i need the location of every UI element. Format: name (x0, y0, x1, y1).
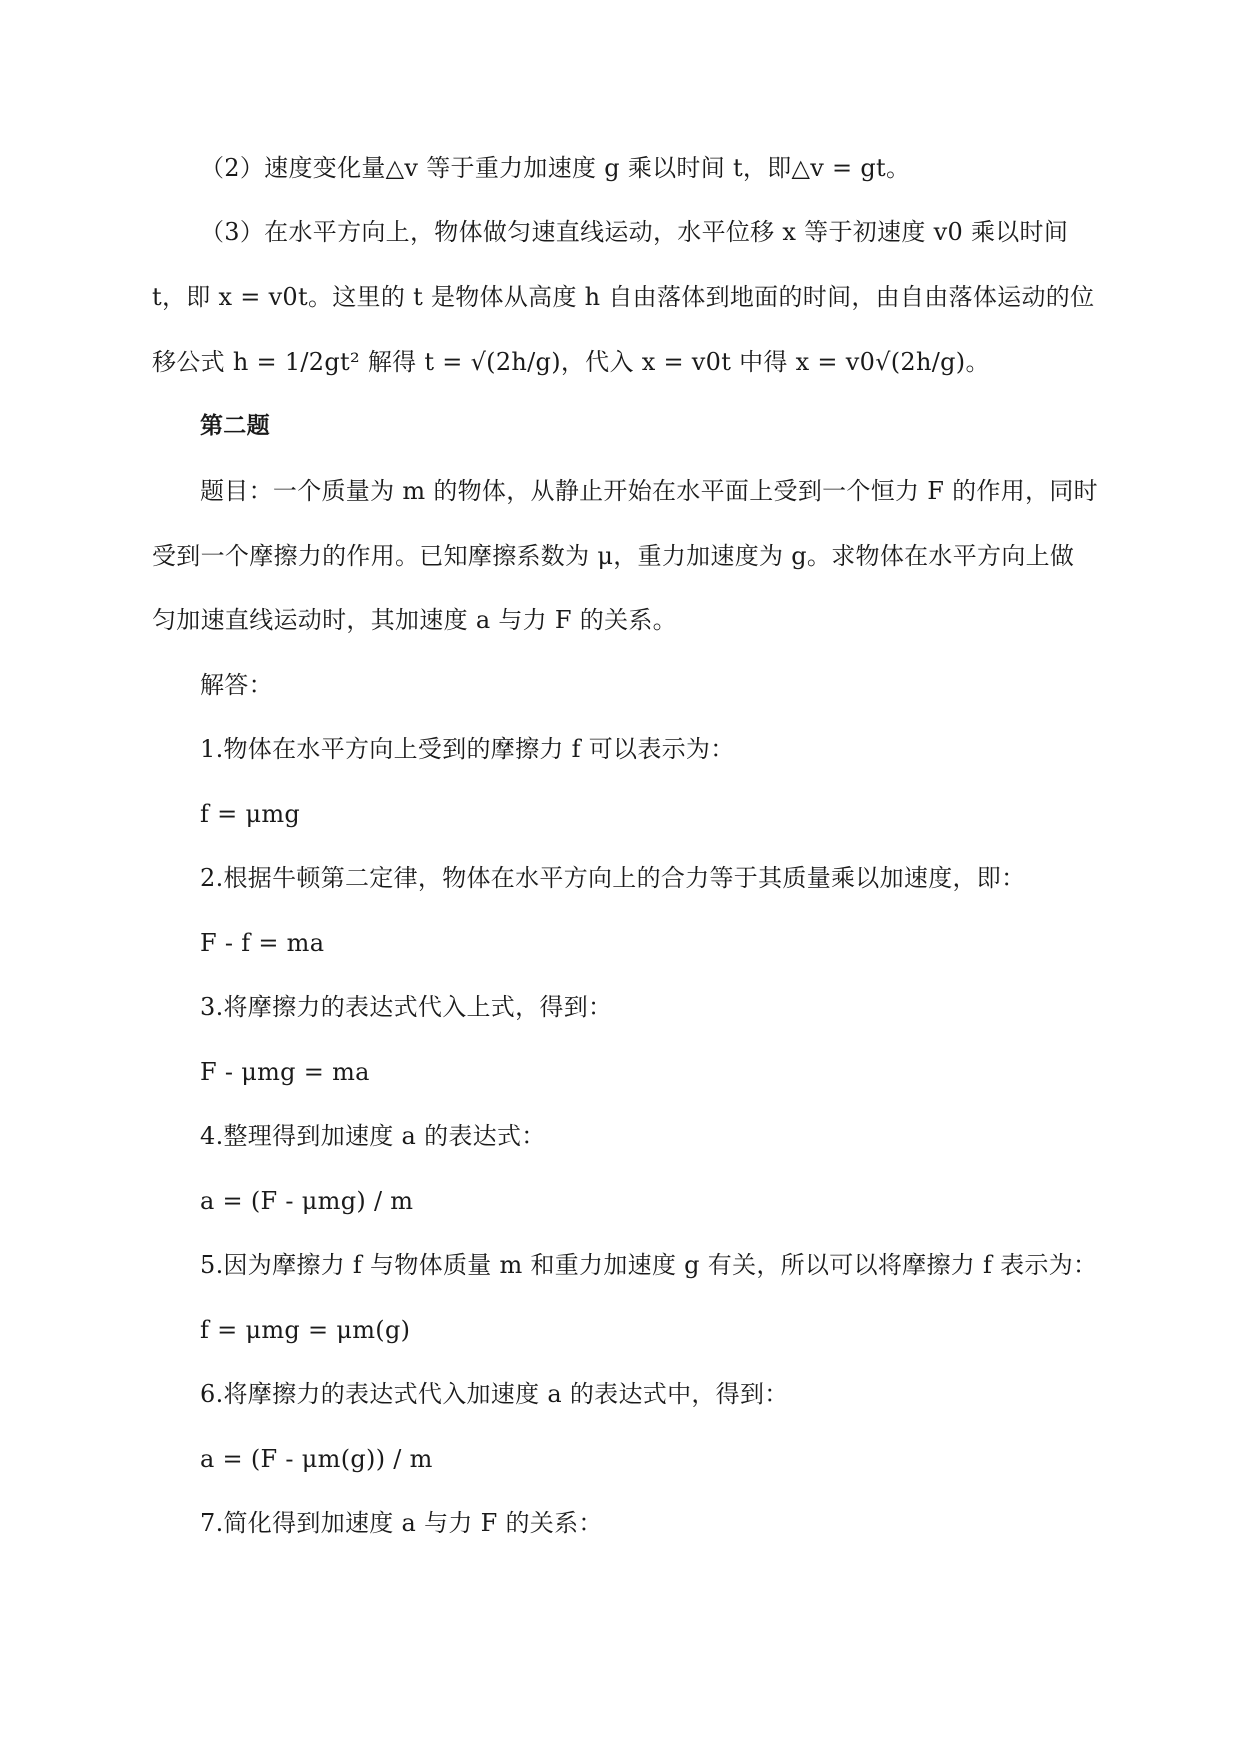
step-text: 4.整理得到加速度 a 的表达式： (200, 1122, 546, 1150)
problem-line: 题目：一个质量为 m 的物体，从静止开始在水平面上受到一个恒力 F 的作用，同时 (200, 477, 1098, 505)
answer-label: 解答： (200, 671, 273, 699)
step-text: 1.物体在水平方向上受到的摩擦力 f 可以表示为： (200, 735, 735, 763)
step-text: 2.根据牛顿第二定律，物体在水平方向上的合力等于其质量乘以加速度，即： (200, 864, 1026, 892)
step-formula: F - μmg = ma (200, 1058, 370, 1086)
step-formula: f = μmg = μm(g) (200, 1316, 411, 1344)
problem-line: 匀加速直线运动时，其加速度 a 与力 F 的关系。 (152, 606, 677, 634)
step-text: 7.简化得到加速度 a 与力 F 的关系： (200, 1509, 603, 1537)
step-text: 6.将摩擦力的表达式代入加速度 a 的表达式中，得到： (200, 1380, 789, 1408)
paragraph-line: t，即 x = v0t。这里的 t 是物体从高度 h 自由落体到地面的时间，由自由落体运动的位 (152, 283, 1095, 311)
paragraph-line: （2）速度变化量△v 等于重力加速度 g 乘以时间 t，即△v = gt。 (200, 154, 911, 182)
step-formula: f = μmg (200, 800, 301, 828)
step-formula: a = (F - μm(g)) / m (200, 1445, 433, 1473)
step-text: 3.将摩擦力的表达式代入上式，得到： (200, 993, 613, 1021)
section-heading: 第二题 (200, 413, 270, 439)
paragraph-line: （3）在水平方向上，物体做匀速直线运动，水平位移 x 等于初速度 v0 乘以时间 (200, 218, 1069, 246)
step-formula: a = (F - μmg) / m (200, 1187, 414, 1215)
problem-line: 受到一个摩擦力的作用。已知摩擦系数为 μ，重力加速度为 g。求物体在水平方向上做 (152, 542, 1075, 570)
paragraph-line: 移公式 h = 1/2gt² 解得 t = √(2h/g)，代入 x = v0t 中得 x = v0√(2h/g)。 (152, 348, 990, 376)
step-formula: F - f = ma (200, 929, 325, 957)
step-text: 5.因为摩擦力 f 与物体质量 m 和重力加速度 g 有关，所以可以将摩擦力 f 表示为： (200, 1251, 1098, 1279)
